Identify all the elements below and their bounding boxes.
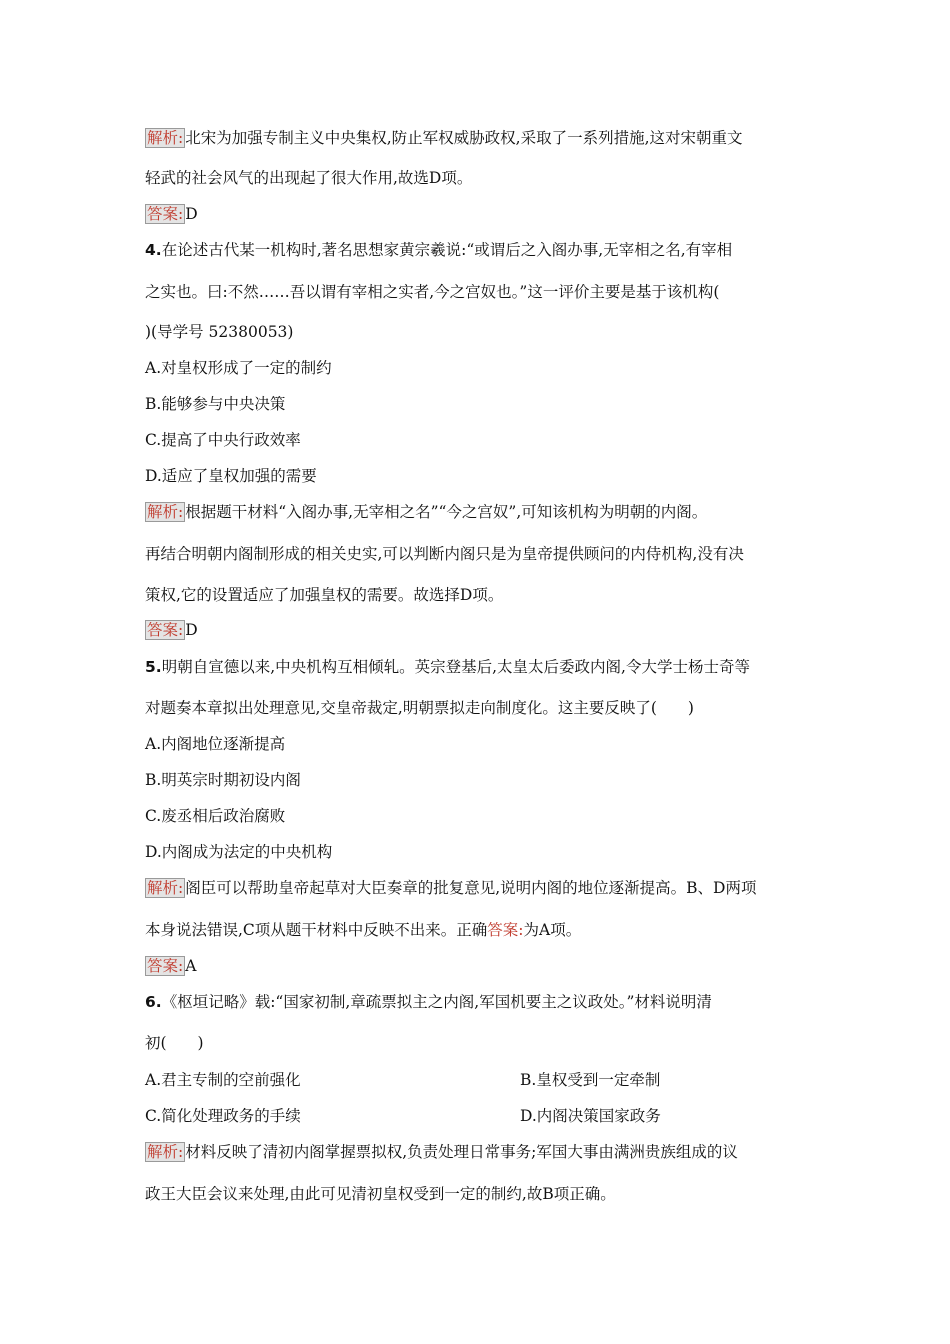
q5-option-d: D.内阁成为法定的中央机构 bbox=[145, 843, 333, 861]
q5-analysis-line: 解析: 阁臣可以帮助皇帝起草对大臣奏章的批复意见,说明内阁的地位逐渐提高。B、D两项 bbox=[147, 879, 757, 897]
answer-label: 答案: bbox=[147, 621, 184, 639]
question-number: 6. bbox=[145, 993, 162, 1011]
q3-analysis-line: 轻武的社会风气的出现起了很大作用,故选D项。 bbox=[145, 169, 473, 187]
q6-stem-line: 初( ) bbox=[145, 1034, 204, 1052]
q4-analysis-line: 解析: 根据题干材料“入阁办事,无宰相之名”“今之宫奴”,可知该机构为明朝的内阁。 bbox=[147, 503, 708, 521]
analysis-label: 解析: bbox=[147, 129, 184, 147]
q5-stem-line: 对题奏本章拟出处理意见,交皇帝裁定,明朝票拟走向制度化。这主要反映了( ) bbox=[145, 699, 694, 717]
q5-option-b: B.明英宗时期初设内阁 bbox=[145, 771, 301, 789]
q5-option-c: C.废丞相后政治腐败 bbox=[145, 807, 286, 825]
q4-answer-line: 答案: D bbox=[147, 621, 198, 639]
answer-label: 答案: bbox=[147, 205, 184, 223]
q5-answer-line: 答案: A bbox=[147, 957, 197, 975]
q4-option-a: A.对皇权形成了一定的制约 bbox=[145, 359, 332, 377]
q6-option-c: C.简化处理政务的手续 bbox=[145, 1107, 301, 1125]
q4-option-b: B.能够参与中央决策 bbox=[145, 395, 286, 413]
analysis-label: 解析: bbox=[147, 503, 184, 521]
q4-option-c: C.提高了中央行政效率 bbox=[145, 431, 301, 449]
q4-stem-line: )(导学号 52380053) bbox=[145, 323, 294, 341]
q4-stem-line: 4.在论述古代某一机构时,著名思想家黄宗羲说:“或谓后之入阁办事,无宰相之名,有宰相 bbox=[145, 241, 733, 259]
q5-option-a: A.内阁地位逐渐提高 bbox=[145, 735, 286, 753]
q3-analysis-line: 解析: 北宋为加强专制主义中央集权,防止军权威胁政权,采取了一系列措施,这对宋朝重文 bbox=[147, 129, 743, 147]
question-number: 4. bbox=[145, 241, 162, 259]
q6-analysis-line: 政王大臣会议来处理,由此可见清初皇权受到一定的制约,故B项正确。 bbox=[145, 1185, 616, 1203]
q4-analysis-line: 再结合明朝内阁制形成的相关史实,可以判断内阁只是为皇帝提供顾问的内侍机构,没有决 bbox=[145, 545, 744, 563]
q5-analysis-line: 本身说法错误,C项从题干材料中反映不出来。正确答案:为A项。 bbox=[145, 921, 582, 939]
answer-label: 答案: bbox=[147, 957, 184, 975]
question-number: 5. bbox=[145, 658, 162, 676]
q6-option-d: D.内阁决策国家政务 bbox=[520, 1107, 661, 1125]
q4-option-d: D.适应了皇权加强的需要 bbox=[145, 467, 317, 485]
q5-stem-line: 5.明朝自宣德以来,中央机构互相倾轧。英宗登基后,太皇太后委政内阁,令大学士杨士奇等 bbox=[145, 658, 750, 676]
q3-answer-line: 答案: D bbox=[147, 205, 198, 223]
q6-option-b: B.皇权受到一定牵制 bbox=[520, 1071, 661, 1089]
analysis-label: 解析: bbox=[147, 1143, 184, 1161]
q6-option-a: A.君主专制的空前强化 bbox=[145, 1071, 301, 1089]
answer-inline-label: 答案: bbox=[487, 921, 524, 939]
analysis-label: 解析: bbox=[147, 879, 184, 897]
q4-stem-line: 之实也。曰:不然……吾以谓有宰相之实者,今之宫奴也。”这一评价主要是基于该机构( bbox=[145, 283, 720, 301]
q6-stem-line: 6.《枢垣记略》载:“国家初制,章疏票拟主之内阁,军国机要主之议政处。”材料说明清 bbox=[145, 993, 712, 1011]
q6-options-row bbox=[145, 1070, 661, 1090]
q4-analysis-line: 策权,它的设置适应了加强皇权的需要。故选择D项。 bbox=[145, 586, 504, 604]
q6-options-row bbox=[145, 1106, 661, 1126]
q6-analysis-line: 解析: 材料反映了清初内阁掌握票拟权,负责处理日常事务;军国大事由满洲贵族组成的议 bbox=[147, 1143, 738, 1161]
